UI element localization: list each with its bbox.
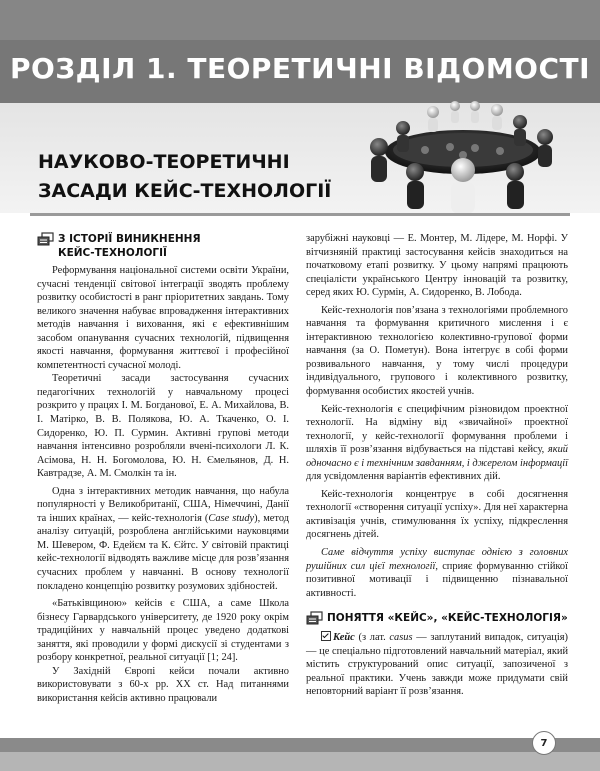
hero-divider bbox=[30, 213, 570, 216]
section-heading-concepts bbox=[306, 611, 568, 625]
emphasis: Саме відчуття успіху виступає однією з головних рушійних сил цієї технології bbox=[306, 547, 568, 572]
section-heading-history bbox=[37, 232, 289, 260]
paragraph: Одна з інтерактивних методик навчання, що набула популярності у Великобританії, США, Німеччині, Данії та інших країнах, — кейс-технологія (Case study), метод аналізу ситуацій, розроблена англійськими науковцями М. Шевером, Ф. Едейєм та К. Єйтс. У світовій практиці кейс-технології відводять важливе місце для розв’язання сучасних проблем у навчанні. В основу технології покладено концепцію розвитку розумових здібностей. bbox=[37, 485, 290, 592]
emphasis: який одночасно є і технічним завданням, і джерелом інформації bbox=[306, 444, 568, 469]
right-column bbox=[306, 232, 568, 699]
footer-band bbox=[0, 752, 600, 771]
section-heading-text: ПОНЯТТЯ «КЕЙС», «КЕЙС-ТЕХНОЛОГІЯ» bbox=[327, 612, 568, 625]
left-column bbox=[37, 232, 289, 706]
emphasis: Case study bbox=[208, 512, 255, 524]
latin-term: casus bbox=[389, 632, 413, 644]
definition-term: Кейс bbox=[333, 632, 355, 644]
paragraph: Кейс-технологія є специфічним різновидом проектної технології. На відміну від «звичайної» проектної технології, у кейс-технології формування проблеми і шляхів її розв’язання відбувається на підставі кейсу, який одночасно є і технічним завданням, і джерелом інформації для усвідомлення варіантів ефективних дій. bbox=[306, 403, 568, 483]
page-title bbox=[38, 148, 331, 206]
round-table-figures-illustration bbox=[355, 92, 567, 214]
section-heading-line-2: КЕЙС-ТЕХНОЛОГІЇ bbox=[58, 247, 167, 259]
page-title-line-2: ЗАСАДИ КЕЙС-ТЕХНОЛОГІЇ bbox=[38, 180, 332, 202]
section-heading-line-1: З ІСТОРІЇ ВИНИКНЕННЯ bbox=[58, 233, 201, 245]
page-number: 7 bbox=[532, 731, 556, 755]
paragraph: Реформування національної системи освіти України, сучасні тенденції світової інтеграції зводять проблему розвитку особистості в ранг пріоритетних завдань. Тому великого значення набуває впровадження інтерактивних методів навчання і виховання, які є ефективнішим засобом опанування сучасних технологій, підвищення якості навчання, формування життєвої і професійної компетентності сучасної молоді. bbox=[37, 265, 289, 371]
paragraph: Кейс-технологія пов’язана з технологіями проблемного навчання та формування критичного мислення і є інтерактивною технологією колективно-групової форми навчання (за О. Пометун). Вона інтегрує в собі форми розвивального навчання, у тому числі процедури індивідуального, групового і колективного розвитку, формування особистих якостей учнів. bbox=[306, 304, 568, 398]
paragraph: «Батьківщиною» кейсів є США, а саме Школа бізнесу Гарвардського університету, де 1920 року окрім традиційних у навчальній процес уведено додаткові заняття, які проводили у формі дискусії зі студентами з розбору конкретної, реальної ситуації [1; 24]. bbox=[37, 598, 289, 664]
section-icon bbox=[37, 232, 55, 246]
checkbox-icon bbox=[321, 631, 331, 641]
section-icon bbox=[306, 611, 324, 625]
chapter-title: РОЗДІЛ 1. ТЕОРЕТИЧНІ ВІДОМОСТІ bbox=[9, 52, 591, 85]
paragraph: Кейс-технологія концентрує в собі досягнення технології «створення ситуації успіху». Для неї характерна активізація учнів, стимулювання їх успіху, підкреслення досягнень дітей. bbox=[306, 488, 568, 541]
footer-bar bbox=[0, 738, 600, 752]
paragraph: Теоретичні засади застосування сучасних педагогічних технологій у навчальному процесі розкрито у працях І. М. Богданової, Е. А. Михайлова, В. І. Матірко, В. В. Полякова, Ю. А. Ткаченко, О. І. Сидоренко, Ю. П. Сурмин. Активні групові методи навчання інтенсивно розробляли вчені-психологи Л. К. Асімова, Н. Н. Богомолова, Ю. Н. Ємельянов, Д. Н. Кавтрадзе, А. М. Смолкін та ін. bbox=[37, 373, 289, 480]
paragraph: Саме відчуття успіху виступає однією з головних рушійних сил цієї технології, сприяє формуванню стійкої позитивної мотивації і підвищенню пізнавальної активності. bbox=[306, 547, 568, 599]
paragraph-continued: зарубіжні науковці — Е. Монтер, М. Лідере, М. Норфі. У вітчизняній практиці застосування кейсів знаходиться на початковому етапі розвитку. У цьому напрямі працюють спеціалісти українського Центру інновацій та розвитку, серед яких Ю. Сурмін, А. Сидоренко, В. Лобода. bbox=[306, 233, 568, 299]
paragraph: У Західній Європі кейси почали активно використовувати з 60-х рр. ХХ ст. Над питаннями використання кейсів активно працювали bbox=[37, 665, 289, 704]
page-title-line-1: НАУКОВО-ТЕОРЕТИЧНІ bbox=[38, 151, 290, 173]
definition-paragraph: Кейс (з лат. casus — заплутаний випадок, ситуація) — це спеціально підготовлений навчальний матеріал, який містить структурований опис ситуації, запозиченої з реальної практики. Учень завжди може придумати свій неповторний варіант її розв’язання. bbox=[306, 632, 568, 698]
